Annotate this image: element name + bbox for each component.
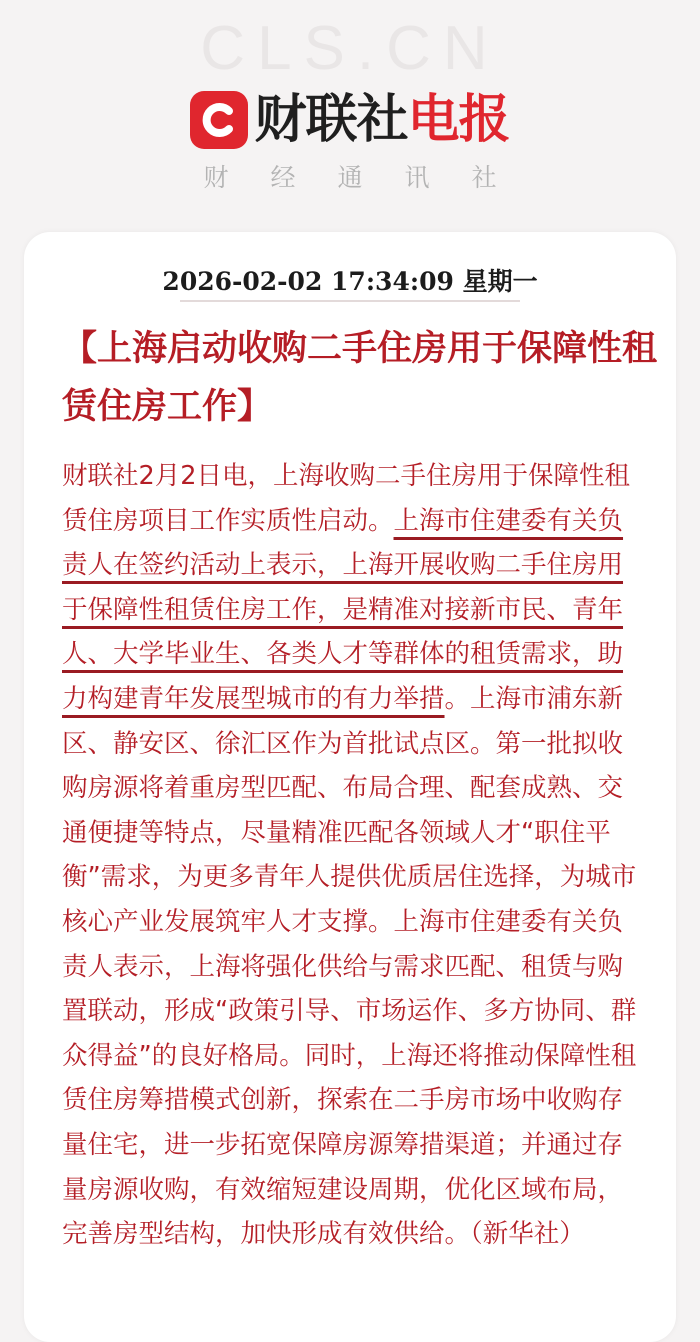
datetime-divider [180,300,520,302]
article-body-rest: 。上海市浦东新区、静安区、徐汇区作为首批试点区。第一批拟收购房源将着重房型匹配、布局合理、配套成熟、交通便捷等特点，尽量精准匹配各领域人才“职住平衡”需求，为更多青年人提供优质居住选择，为城市核心产业发展筑牢人才支撑。上海市住建委有关负责人表示，上海将强化供给与需求匹配、租赁与购置联动，形成“政策引导、市场运作、多方协同、群众得益”的良好格局。同时，上海还将推动保障性租赁住房筹措模式创新，探索在二手房市场中收购存量住宅，进一步拓宽保障房源筹措渠道；并通过存量房源收购，有效缩短建设周期，优化区域布局，完善房型结构，加快形成有效供给。（新华社） [62,683,637,1250]
article-body-intro: 财联社2月2日电，上海收购二手住房用于保障性租赁住房项目工作实质性启动。 [62,461,630,536]
brand-name [254,90,509,150]
article-datetime: 2026-02-02 17:34:09 星期一 [162,267,538,296]
logo-c-icon [190,91,248,149]
brand-tagline: 财经通讯社 [203,163,539,192]
article-headline: 【上海启动收购二手住房用于保障性租赁住房工作】 [62,328,658,427]
article-body-highlight: 上海市住建委有关负责人在签约活动上表示，上海开展收购二手住房用于保障性租赁住房工作，是精准对接新市民、青年人、大学毕业生、各类人才等群体的租赁需求，助力构建青年发展型城市的有力举措 [62,505,624,714]
watermark: CLS.CN [200,14,500,83]
brand-name-dark: 财联社 [254,90,408,150]
article-body [62,454,648,1257]
brand-name-red: 电报 [407,90,510,150]
brand-logo [0,86,700,154]
